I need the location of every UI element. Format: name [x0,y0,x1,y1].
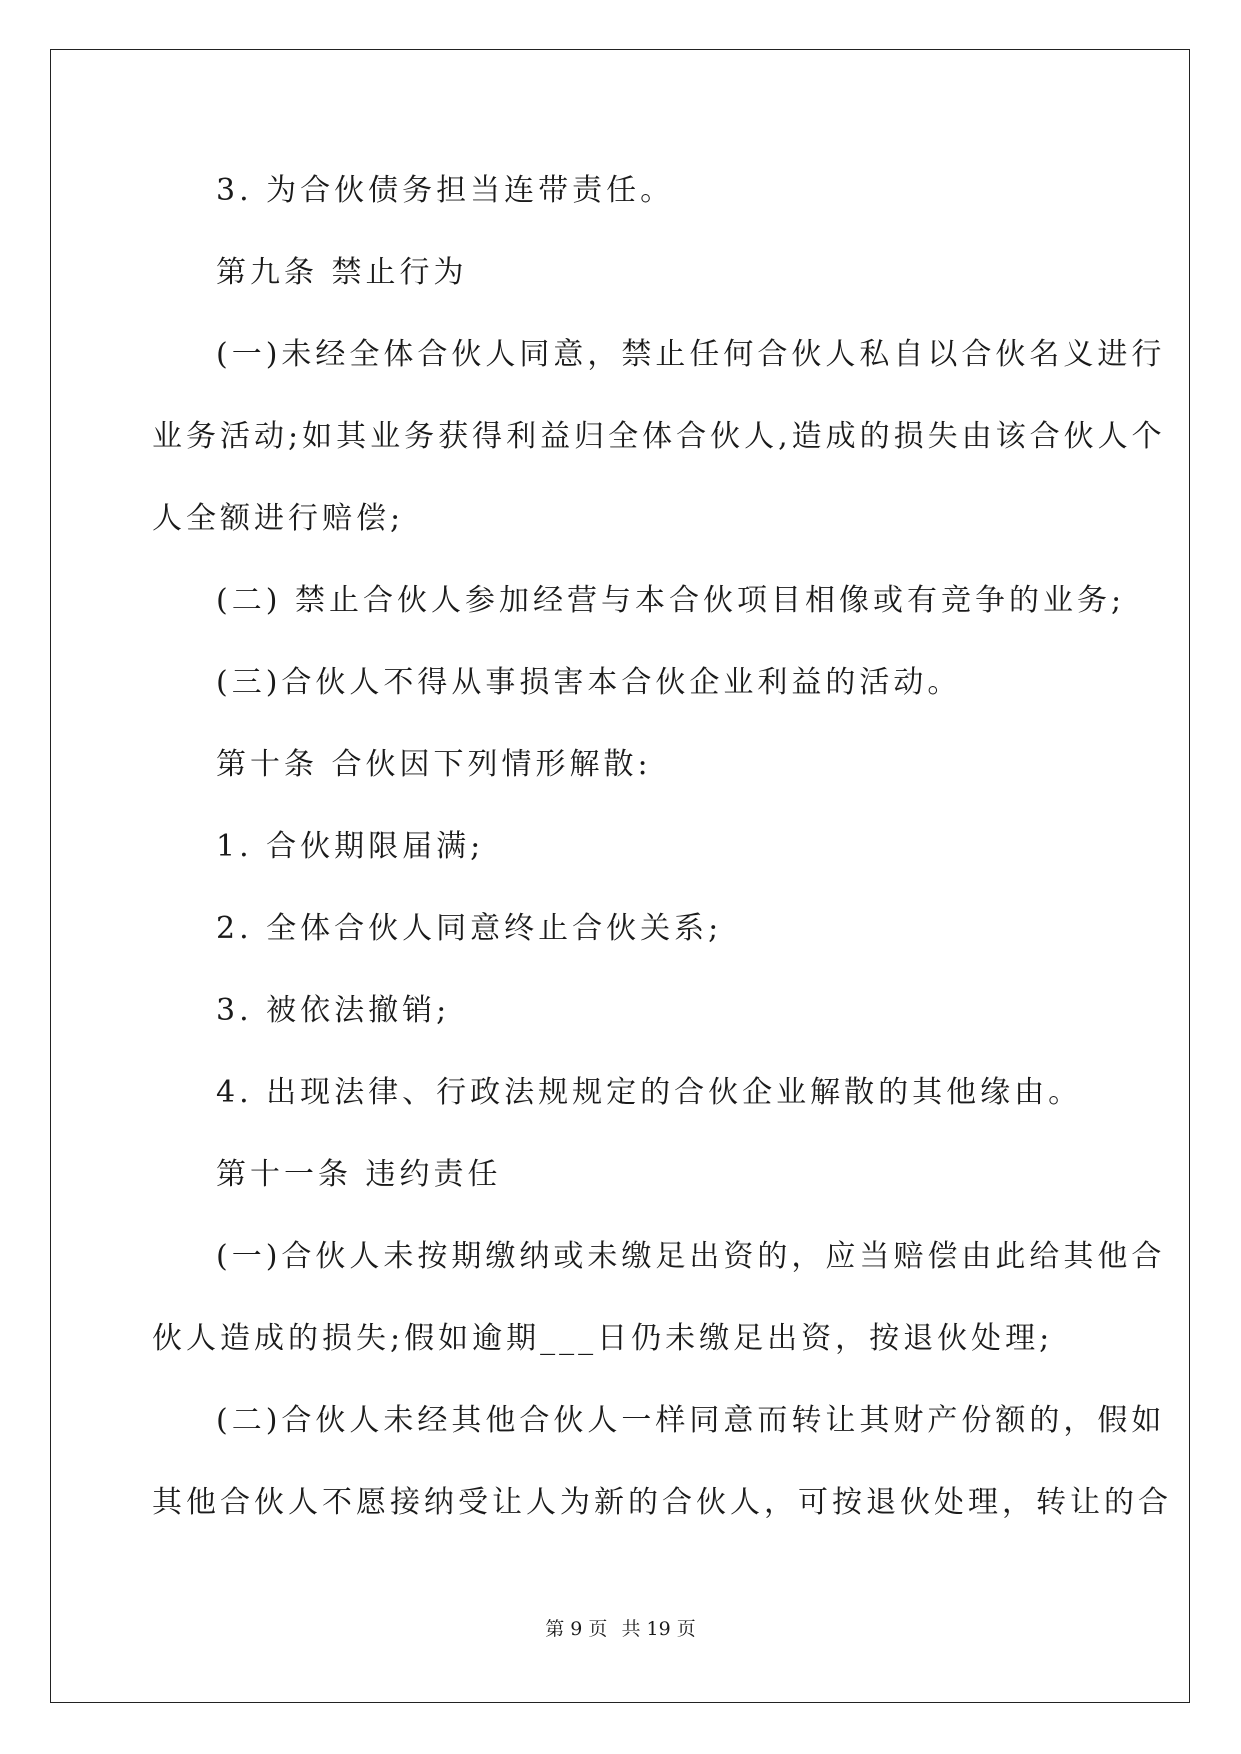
page-number: 第 9 页 [545,1618,608,1640]
page-footer [0,1614,1241,1641]
paragraph-line: (一)合伙人未按期缴纳或未缴足出资的，应当赔偿由此给其他合 [216,1239,1166,1274]
list-item: 4. 出现法律、行政法规规定的合伙企业解散的其他缘由。 [216,1075,1083,1110]
paragraph-line: 伙人造成的损失;假如逾期___日仍未缴足出资，按退伙处理; [152,1321,1054,1356]
list-item: 3. 被依法撤销; [216,993,451,1028]
article-heading: 第十条 合伙因下列情形解散: [216,747,652,782]
paragraph-line: (一)未经全体合伙人同意，禁止任何合伙人私自以合伙名义进行 [216,337,1166,372]
list-item: 2. 全体合伙人同意终止合伙关系; [216,911,723,946]
document-body [152,163,1172,1557]
page-total: 共 19 页 [621,1618,696,1640]
article-heading: 第十一条 违约责任 [216,1157,502,1192]
list-item: 1. 合伙期限届满; [216,829,485,864]
article-heading: 第九条 禁止行为 [216,255,468,290]
paragraph-line: 业务活动;如其业务获得利益归全体合伙人,造成的损失由该合伙人个 [152,419,1166,454]
paragraph-line: (三)合伙人不得从事损害本合伙企业利益的活动。 [216,665,962,700]
paragraph-line: (二)合伙人未经其他合伙人一样同意而转让其财产份额的，假如 [216,1403,1166,1438]
list-item: 3. 为合伙债务担当连带责任。 [216,173,675,208]
paragraph-line: 其他合伙人不愿接纳受让人为新的合伙人，可按退伙处理，转让的合 [152,1485,1172,1520]
paragraph-line: (二) 禁止合伙人参加经营与本合伙项目相像或有竞争的业务; [216,583,1126,618]
paragraph-line: 人全额进行赔偿; [152,501,405,536]
